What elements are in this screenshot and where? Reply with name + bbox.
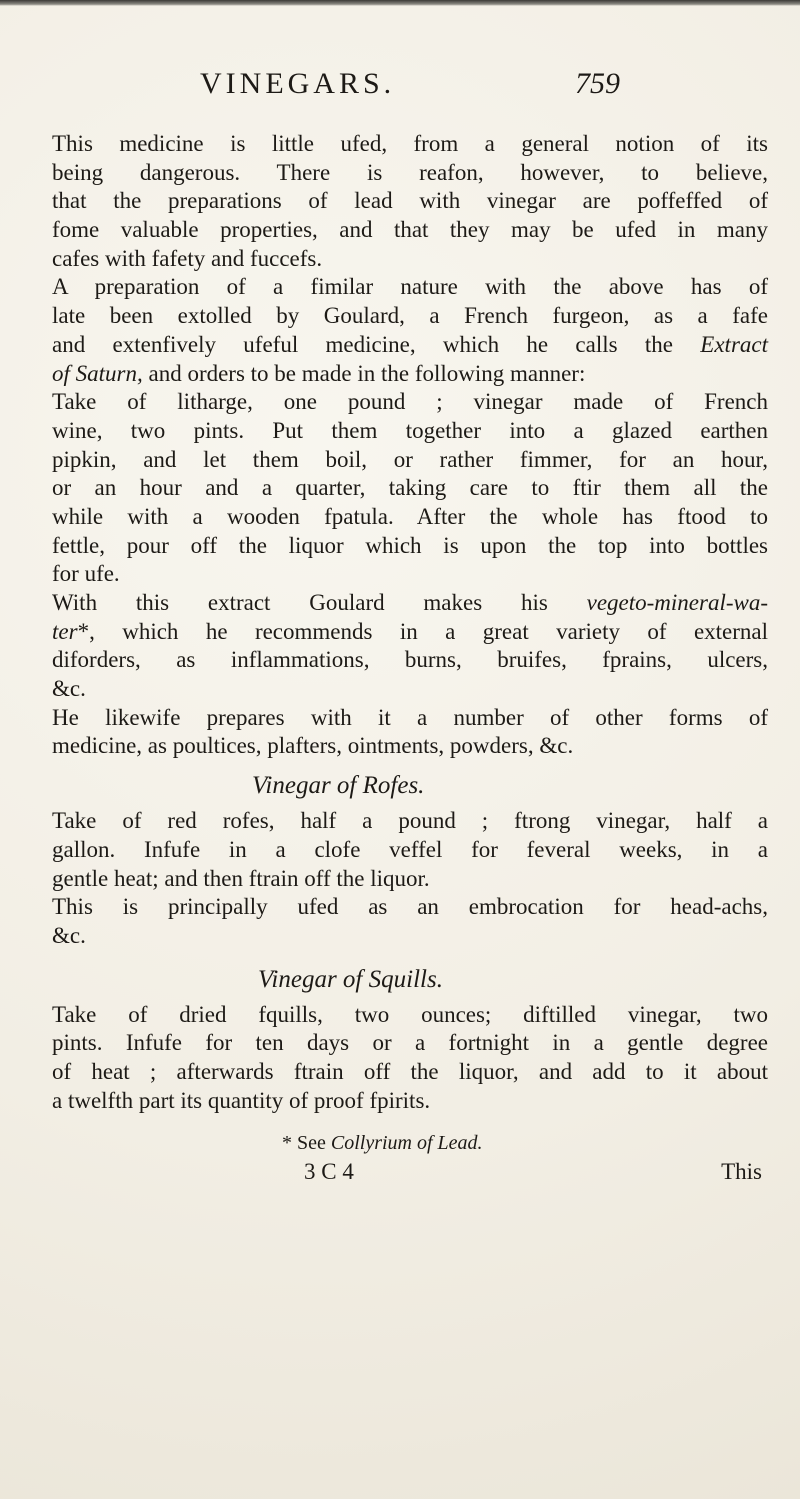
footnote-mark: * [282,1132,292,1155]
text-line: Take of dried fquills, two ounces; diftilled vinegar, two [52,1001,768,1027]
text-line: Take of litharge, one pound ; vinegar made of French [52,389,768,415]
extract-name: of Saturn, [52,360,143,386]
running-head [200,64,620,104]
text-line: that the preparations of lead with vinegar are poffeffed of [52,188,768,214]
vegeto-mineral-water-term: vegeto-mineral-wa- [586,590,768,615]
text-line: &c. [52,676,86,702]
page-number: 759 [575,67,620,100]
running-head-title: VINEGARS. [200,67,396,100]
footnote [52,1131,768,1155]
body-text [52,130,768,1187]
text-line: This is principally ufed as an embrocation for head-achs, [52,894,768,920]
text-line [52,331,768,360]
footnote-mark: *, [77,618,95,644]
text-line [52,589,768,618]
text-line: late been extolled by Goulard, a French furgeon, as a fafe [52,303,768,329]
text-line [52,360,768,389]
text-line: This medicine is little ufed, from a general notion of its [52,131,768,156]
text-line: diforders, as inflammations, burns, bruifes, fprains, ulcers, [52,647,768,673]
page-foot [52,1157,768,1187]
footnote-see: See [297,1132,326,1155]
text-line: pints. Infufe for ten days or a fortnight in a gentle degree [52,1030,768,1056]
text-line: a twelfth part its quantity of proof fpirits. [52,1087,431,1113]
text-line: wine, two pints. Put them together into a glazed earthen [52,417,768,443]
text-line: pipkin, and let them boil, or rather fimmer, for an hour, [52,446,768,472]
text-line: &c. [52,922,86,948]
text-segment: and orders to be made in the following manner: [148,360,586,386]
text-line: He likewife prepares with it a number of other forms of [52,704,768,730]
text-line [52,618,768,647]
text-line: or an hour and a quarter, taking care to ftir them all the [52,475,768,501]
text-segment: and extenfively ufeful medicine, which he calls the [52,331,673,357]
catchword: This [721,1159,762,1185]
text-line: gallon. Infufe in a clofe veffel for feveral weeks, in a [52,836,768,862]
extract-name: Extract [700,331,768,357]
text-line: being dangerous. There is reafon, however, to believe, [52,159,768,185]
text-line: cafes with fafety and fuccefs. [52,245,323,271]
text-line: medicine, as poultices, plafters, ointments, powders, &c. [52,733,574,759]
text-line: fettle, pour off the liquor which is upon the top into bottles [52,532,768,558]
text-line: fome valuable properties, and that they may be ufed in many [52,217,768,243]
page-top-edge [0,0,800,6]
text-line: Take of red rofes, half a pound ; ftrong vinegar, half a [52,808,768,834]
signature-mark: 3 C 4 [304,1159,354,1185]
section-heading-roses: Vinegar of Rofes. [252,772,425,800]
text-line: of heat ; afterwards ftrain off the liquor, and add to it about [52,1058,768,1084]
text-segment: With this extract Goulard makes his [52,590,548,615]
text-line: A preparation of a fimilar nature with the above has of [52,274,768,300]
footnote-reference: Collyrium of Lead. [330,1132,483,1155]
text-segment: which he recommends in a great variety of external [122,618,769,644]
text-line: for ufe. [52,561,120,587]
text-line: while with a wooden fpatula. After the whole has ftood to [52,503,768,529]
vegeto-mineral-water-term: ter [52,618,78,644]
section-heading-squills: Vinegar of Squills. [258,965,443,993]
text-line: gentle heat; and then ftrain off the liquor. [52,865,430,891]
